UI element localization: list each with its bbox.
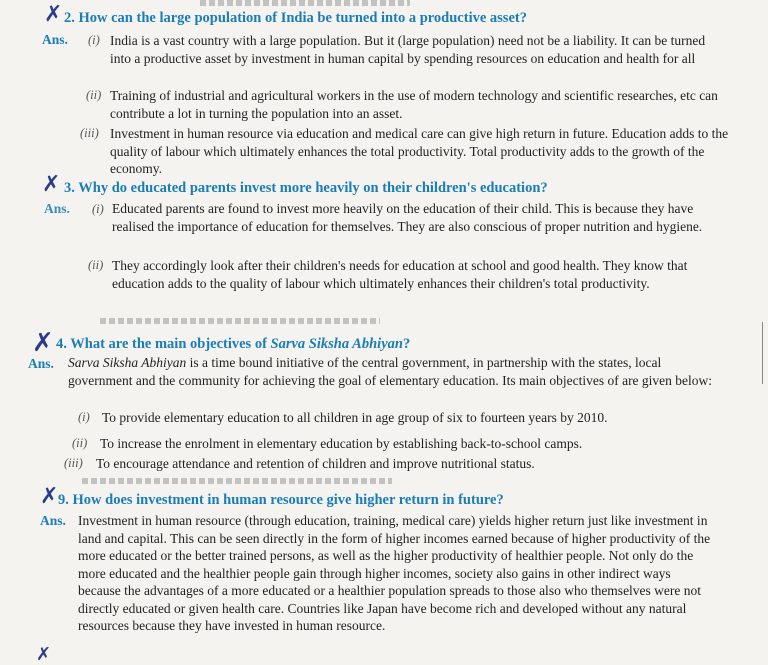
question-2: 2. How can the large population of India be turned into a productive asset? xyxy=(64,10,527,26)
answer-item: India is a vast country with a large population. But it (large population) need not be a liability. It can be turned into a productive asset by investment in human capital by spending resources on education and health for all xyxy=(110,33,706,66)
answer-body: Investment in human resource (through education, training, medical care) yields higher return just like investment in land and capital. This can be seen directly in the form of higher incomes earned because of higher productivity of the more educated or the better trained persons, as well as the higher productivity of healthier people. Not only do the more educated and the healthier people gain through higher incomes, society also gains in other indirect ways because the advantages of a more educated or a healthier population spreads to those also who themselves were not directly educated or given health care. Countries like Japan have become rich and developed without any natural resources because they have invested in human resource. xyxy=(78,513,711,633)
checkmark-icon: ✗ xyxy=(36,644,52,665)
cut-off-text-top xyxy=(200,0,410,6)
answer-item: They accordingly look after their children's needs for education at school and good health. They know that education adds to the quality of labour which ultimately enhances their children's total productivity. xyxy=(112,258,688,291)
answer-label: Ans. xyxy=(28,356,54,371)
item-number: (iii) xyxy=(64,456,83,470)
question-4: 4. What are the main objectives of Sarva Siksha Abhiyan? xyxy=(56,336,411,352)
answer-item: To encourage attendance and retention of children and improve nutritional status. xyxy=(96,456,535,471)
checkmark-icon: ✗ xyxy=(40,484,59,509)
answer-item: To provide elementary education to all children in age group of six to fourteen years by 2010. xyxy=(102,410,608,425)
item-number: (ii) xyxy=(86,88,102,102)
checkmark-icon: ✗ xyxy=(44,2,63,27)
answer-label: Ans. xyxy=(42,32,68,47)
answer-item: Educated parents are found to invest more heavily on the education of their child. This is because they have realised the importance of education for themselves. They are also conscious of proper nutrition and hygiene. xyxy=(112,201,703,234)
item-number: (i) xyxy=(92,202,104,216)
item-number: (i) xyxy=(88,33,100,47)
cut-off-text xyxy=(82,478,392,484)
answer-label: Ans. xyxy=(40,513,66,528)
item-number: (ii) xyxy=(72,436,88,450)
answer-intro: Sarva Siksha Abhiyan is a time bound initiative of the central government, in partnership with the states, local government and the community for achieving the goal of elementary education. Its main objectives of are given below: xyxy=(68,355,713,388)
item-number: (iii) xyxy=(80,126,99,140)
answer-item: To increase the enrolment in elementary education by establishing back-to-school camps. xyxy=(100,436,583,451)
checkmark-icon: ✗ xyxy=(32,328,54,358)
item-number: (ii) xyxy=(88,258,104,272)
item-number: (i) xyxy=(78,410,90,424)
question-9: 9. How does investment in human resource give higher return in future? xyxy=(58,492,504,508)
answer-item: Investment in human resource via education and medical care can give high return in future. Education adds to the quality of labour which ultimately enhances the total productivity. Total productivity adds to the growth of the economy. xyxy=(110,126,729,176)
answer-label: Ans. xyxy=(44,201,70,216)
checkmark-icon: ✗ xyxy=(42,172,61,197)
page-edge-line xyxy=(762,322,763,384)
cut-off-text xyxy=(100,318,380,324)
answer-item: Training of industrial and agricultural workers in the use of modern technology and scientific researches, etc can contribute a lot in turning the population into an asset. xyxy=(110,88,718,121)
question-3: 3. Why do educated parents invest more heavily on their children's education? xyxy=(64,180,548,196)
